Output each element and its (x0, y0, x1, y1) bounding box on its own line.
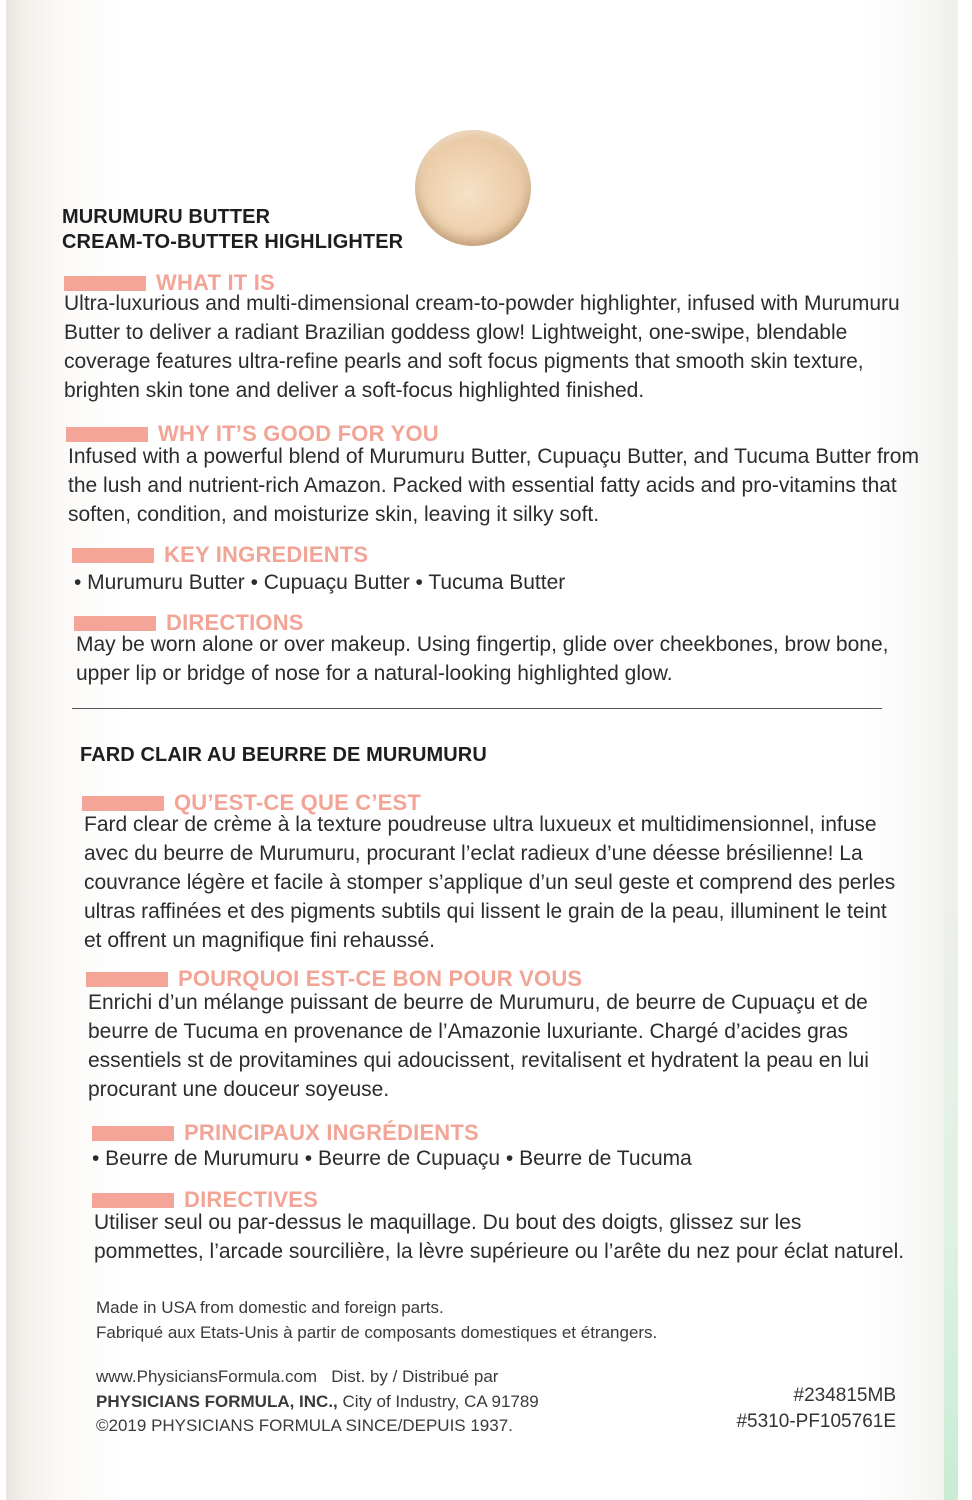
text-line: May be worn alone or over makeup. Using fingertip, glide over cheekbones, brow bone, (76, 633, 889, 656)
heading-accent-bar (92, 1126, 174, 1141)
directions-text (76, 630, 888, 688)
text-line: couvrance légère et facile à stomper s’applique d’un seul geste et comprend des perles (84, 871, 896, 894)
heading-accent-bar (82, 796, 164, 811)
text-line: Utiliser seul ou par-dessus le maquillage. Du bout des doigts, glissez sur les (94, 1211, 802, 1234)
section-label: WHY IT’S GOOD FOR YOU (158, 421, 439, 446)
principaux-text (92, 1144, 692, 1173)
heading-accent-bar (66, 427, 148, 442)
section-key-ingredients-heading (72, 542, 368, 568)
pourquoi-text (88, 988, 869, 1104)
product-codes (726, 1383, 896, 1435)
text-line: upper lip or bridge of nose for a natural-looking highlighted glow. (76, 662, 673, 685)
section-principaux-heading (92, 1120, 479, 1146)
directives-text (94, 1208, 904, 1266)
section-label: DIRECTIONS (166, 610, 304, 635)
section-label: WHAT IT IS (156, 270, 275, 295)
section-label: KEY INGREDIENTS (164, 542, 369, 567)
product-title-line1: MURUMURU BUTTER (62, 206, 271, 228)
product-code-2: #5310-PF105761E (736, 1411, 896, 1432)
section-label: QU’EST-CE QUE C’EST (174, 790, 422, 815)
section-label: POURQUOI EST-CE BON POUR VOUS (178, 966, 583, 991)
distributed-by-text: Dist. by / Distribué par (331, 1367, 499, 1386)
text-line: Butter to deliver a radiant Brazilian goddess glow! Lightweight, one-swipe, blendable (64, 321, 848, 344)
product-title-line2: CREAM-TO-BUTTER HIGHLIGHTER (62, 231, 404, 253)
website-line (96, 1365, 498, 1389)
what-it-is-text (64, 289, 900, 405)
text-line: Infused with a powerful blend of Murumuru Butter, Cupuaçu Butter, and Tucuma Butter from (68, 445, 919, 468)
text-line: • Beurre de Murumuru • Beurre de Cupuaçu • Beurre de Tucuma (92, 1147, 692, 1170)
heading-accent-bar (74, 616, 156, 631)
text-line: essentiels st de provitamines qui adoucissent, revitalisent et hydratent la peau en lui (88, 1049, 869, 1072)
company-line (96, 1390, 539, 1414)
text-line: • Murumuru Butter • Cupuaçu Butter • Tucuma Butter (74, 571, 566, 594)
text-line: soften, condition, and moisturize skin, leaving it silky soft. (68, 503, 600, 526)
text-line: avec du beurre de Murumuru, procurant l’eclat radieux d’une déesse brésilienne! La (84, 842, 863, 865)
section-divider (72, 708, 882, 709)
company-address: City of Industry, CA 91789 (342, 1392, 539, 1411)
text-line: ultras raffinées et des pigments subtils qui lissent le grain de la peau, illuminent le teint (84, 900, 887, 923)
text-line: procurant une douceur soyeuse. (88, 1078, 390, 1101)
french-title: FARD CLAIR AU BEURRE DE MURUMURU (80, 744, 487, 766)
section-label: DIRECTIVES (184, 1187, 319, 1212)
section-label: PRINCIPAUX INGRÉDIENTS (184, 1120, 479, 1145)
made-in-usa-fr: Fabriqué aux Etats-Unis à partir de composants domestiques et étrangers. (96, 1323, 658, 1342)
heading-accent-bar (86, 972, 168, 987)
key-ingredients-text (74, 568, 565, 597)
text-line: brighten skin tone and deliver a soft-focus highlighted finished. (64, 379, 645, 402)
text-line: beurre de Tucuma en provenance de l’Amazonie luxuriante. Chargé d’acides gras (88, 1020, 848, 1043)
text-line: et offrent un magnifique fini rehaussé. (84, 929, 436, 952)
heading-accent-bar (92, 1193, 174, 1208)
quest-ce-text (84, 810, 895, 955)
text-line: pommettes, l’arcade sourcilière, la lèvre supérieure ou l’arête du nez pour éclat naturel. (94, 1240, 905, 1263)
text-line: Fard clear de crème à la texture poudreuse ultra luxueux et multidimensionnel, infuse (84, 813, 877, 836)
package-side-edge (944, 0, 958, 1500)
text-line: Enrichi d’un mélange puissant de beurre de Murumuru, de beurre de Cupuaçu et de (88, 991, 868, 1014)
why-text (68, 442, 919, 529)
website-text: www.PhysiciansFormula.com (96, 1367, 318, 1386)
product-code-1: #234815MB (793, 1385, 896, 1406)
heading-accent-bar (72, 548, 154, 563)
made-in-usa-en: Made in USA from domestic and foreign parts. (96, 1298, 444, 1317)
text-line: Ultra-luxurious and multi-dimensional cream-to-powder highlighter, infused with Murumuru (64, 292, 900, 315)
copyright-line: ©2019 PHYSICIANS FORMULA SINCE/DEPUIS 1937. (96, 1416, 513, 1435)
text-line: coverage features ultra-refine pearls and soft focus pigments that smooth skin texture, (64, 350, 864, 373)
company-name: PHYSICIANS FORMULA, INC., (96, 1392, 338, 1411)
text-line: the lush and nutrient-rich Amazon. Packed with essential fatty acids and pro-vitamins that (68, 474, 897, 497)
hang-hole (415, 130, 531, 246)
